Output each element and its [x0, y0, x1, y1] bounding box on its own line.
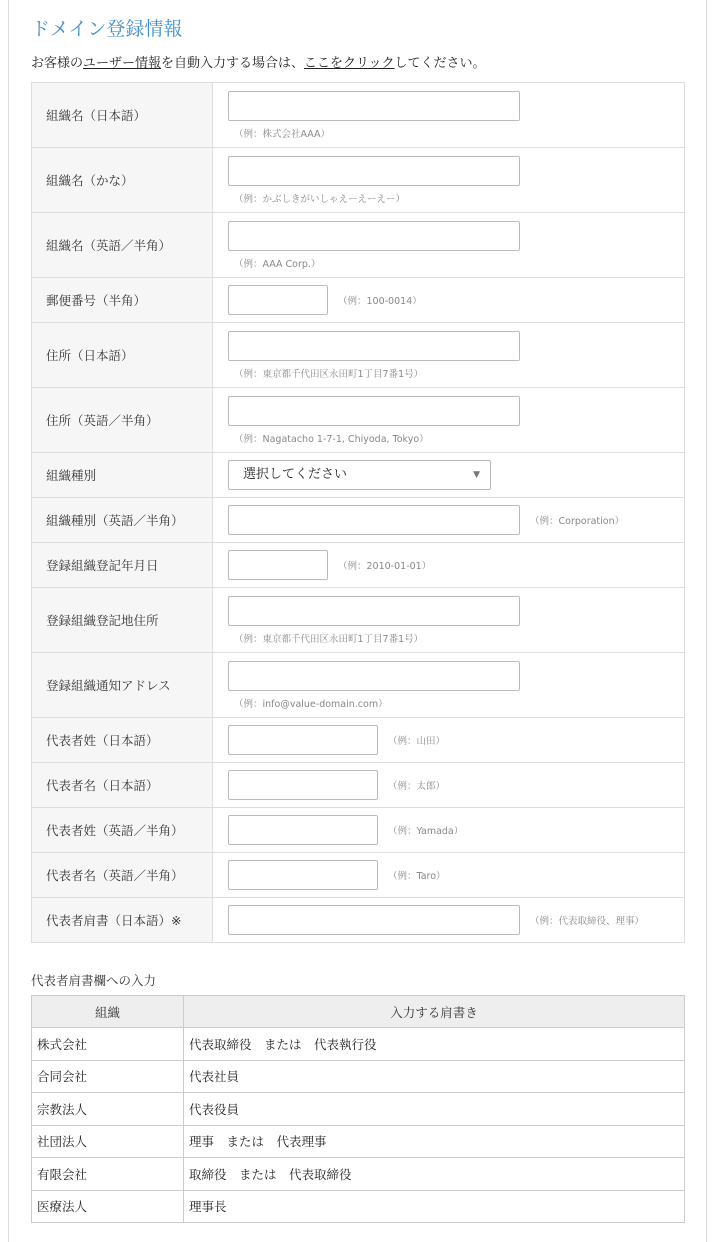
- autofill-click-link[interactable]: ここをクリック: [304, 56, 395, 71]
- table-cell: 代表社員: [184, 1060, 685, 1093]
- right-border: [706, 0, 707, 1242]
- table-row: [32, 1060, 685, 1093]
- page-title: ドメイン登録情報: [31, 18, 183, 40]
- field-hint: （例：東京都千代田区永田町1丁目7番1号）: [234, 633, 424, 645]
- field-hint: （例：Nagatacho 1-7-1, Chiyoda, Tokyo）: [234, 433, 429, 445]
- field-hint: （例：Taro）: [388, 871, 446, 882]
- field-hint: （例：代表取締役、理事）: [530, 916, 645, 927]
- form-row-rep-surname-ja: [32, 718, 685, 763]
- org-name-en-input[interactable]: [228, 221, 520, 251]
- form-row-registered-address: [32, 588, 685, 653]
- table-cell: 代表役員: [184, 1093, 685, 1126]
- form-row-rep-title: [32, 898, 685, 943]
- table-row: [32, 1125, 685, 1158]
- intro-prefix: お客様の: [31, 56, 84, 71]
- field-hint: （例：info@value-domain.com）: [234, 698, 388, 710]
- postal-code-input[interactable]: [228, 285, 328, 315]
- form-row-rep-surname-en: [32, 808, 685, 853]
- left-border: [8, 0, 9, 1242]
- field-hint: （例：山田）: [388, 736, 446, 747]
- intro-suffix: してください。: [394, 56, 486, 71]
- select-value: 選択してください: [243, 467, 348, 482]
- chevron-down-icon: ▼: [473, 470, 480, 480]
- field-label: 登録組織登記地住所: [32, 588, 213, 653]
- field-label: 代表者姓（日本語）: [32, 718, 213, 763]
- rep-surname-ja-input[interactable]: [228, 725, 378, 755]
- form-row-address-ja: [32, 323, 685, 388]
- field-label: 郵便番号（半角）: [32, 278, 213, 323]
- form-row-address-en: [32, 388, 685, 453]
- column-header: 組織: [32, 996, 184, 1028]
- form-row-notify-email: [32, 653, 685, 718]
- registered-address-input[interactable]: [228, 596, 520, 626]
- field-hint: （例：株式会社AAA）: [234, 128, 331, 140]
- rep-name-ja-input[interactable]: [228, 770, 378, 800]
- rep-name-en-input[interactable]: [228, 860, 378, 890]
- rep-title-input[interactable]: [228, 905, 520, 935]
- field-label: 組織種別: [32, 453, 213, 498]
- form-row-rep-name-en: [32, 853, 685, 898]
- address-en-input[interactable]: [228, 396, 520, 426]
- org-type-en-input[interactable]: [228, 505, 520, 535]
- field-label: 代表者名（日本語）: [32, 763, 213, 808]
- representative-title-table: [31, 995, 685, 1223]
- table-cell: 代表取締役 または 代表執行役: [184, 1028, 685, 1061]
- field-label: 組織名（英語／半角）: [32, 213, 213, 278]
- table-cell: 取締役 または 代表取締役: [184, 1158, 685, 1191]
- field-label: 登録組織通知アドレス: [32, 653, 213, 718]
- field-hint: （例：2010-01-01）: [338, 561, 432, 572]
- field-hint: （例：100-0014）: [338, 296, 422, 307]
- table-header-row: [32, 996, 685, 1028]
- field-label: 登録組織登記年月日: [32, 543, 213, 588]
- table-cell: 有限会社: [32, 1158, 184, 1191]
- address-ja-input[interactable]: [228, 331, 520, 361]
- field-hint: （例：東京都千代田区永田町1丁目7番1号）: [234, 368, 424, 380]
- form-row-org-type-en: [32, 498, 685, 543]
- field-hint: （例：Yamada）: [388, 826, 464, 837]
- table-row: [32, 1190, 685, 1223]
- field-label: 住所（日本語）: [32, 323, 213, 388]
- form-row-org-name-ja: [32, 83, 685, 148]
- org-name-kana-input[interactable]: [228, 156, 520, 186]
- field-hint: （例：AAA Corp.）: [234, 258, 321, 270]
- org-name-ja-input[interactable]: [228, 91, 520, 121]
- field-label: 代表者名（英語／半角）: [32, 853, 213, 898]
- form-row-org-type: [32, 453, 685, 498]
- table-cell: 株式会社: [32, 1028, 184, 1061]
- field-label: 組織名（かな）: [32, 148, 213, 213]
- autofill-instruction: [31, 52, 486, 71]
- table-row: [32, 1028, 685, 1061]
- org-type-select[interactable]: [228, 460, 491, 490]
- table-cell: 合同会社: [32, 1060, 184, 1093]
- form-row-org-name-en: [32, 213, 685, 278]
- field-label: 組織種別（英語／半角）: [32, 498, 213, 543]
- form-row-registration-date: [32, 543, 685, 588]
- table-cell: 理事 または 代表理事: [184, 1125, 685, 1158]
- field-hint: （例：太郎）: [388, 781, 446, 792]
- registration-date-input[interactable]: [228, 550, 328, 580]
- domain-registration-form: [31, 82, 685, 943]
- table-row: [32, 1158, 685, 1191]
- table-cell: 医療法人: [32, 1190, 184, 1223]
- field-label: 代表者姓（英語／半角）: [32, 808, 213, 853]
- field-hint: （例：かぶしきがいしゃえーえーえー）: [234, 193, 406, 205]
- intro-middle: を自動入力する場合は、: [161, 56, 305, 71]
- form-row-rep-name-ja: [32, 763, 685, 808]
- column-header: 入力する肩書き: [184, 996, 685, 1028]
- table-cell: 宗教法人: [32, 1093, 184, 1126]
- form-row-postal-code: [32, 278, 685, 323]
- rep-surname-en-input[interactable]: [228, 815, 378, 845]
- field-hint: （例：Corporation）: [530, 516, 625, 527]
- field-label: 代表者肩書（日本語）※: [32, 898, 213, 943]
- field-label: 住所（英語／半角）: [32, 388, 213, 453]
- table-cell: 社団法人: [32, 1125, 184, 1158]
- user-info-link[interactable]: ユーザー情報: [83, 56, 162, 71]
- table-cell: 理事長: [184, 1190, 685, 1223]
- table-row: [32, 1093, 685, 1126]
- roles-section-title: 代表者肩書欄への入力: [31, 973, 157, 988]
- notify-email-input[interactable]: [228, 661, 520, 691]
- form-row-org-name-kana: [32, 148, 685, 213]
- field-label: 組織名（日本語）: [32, 83, 213, 148]
